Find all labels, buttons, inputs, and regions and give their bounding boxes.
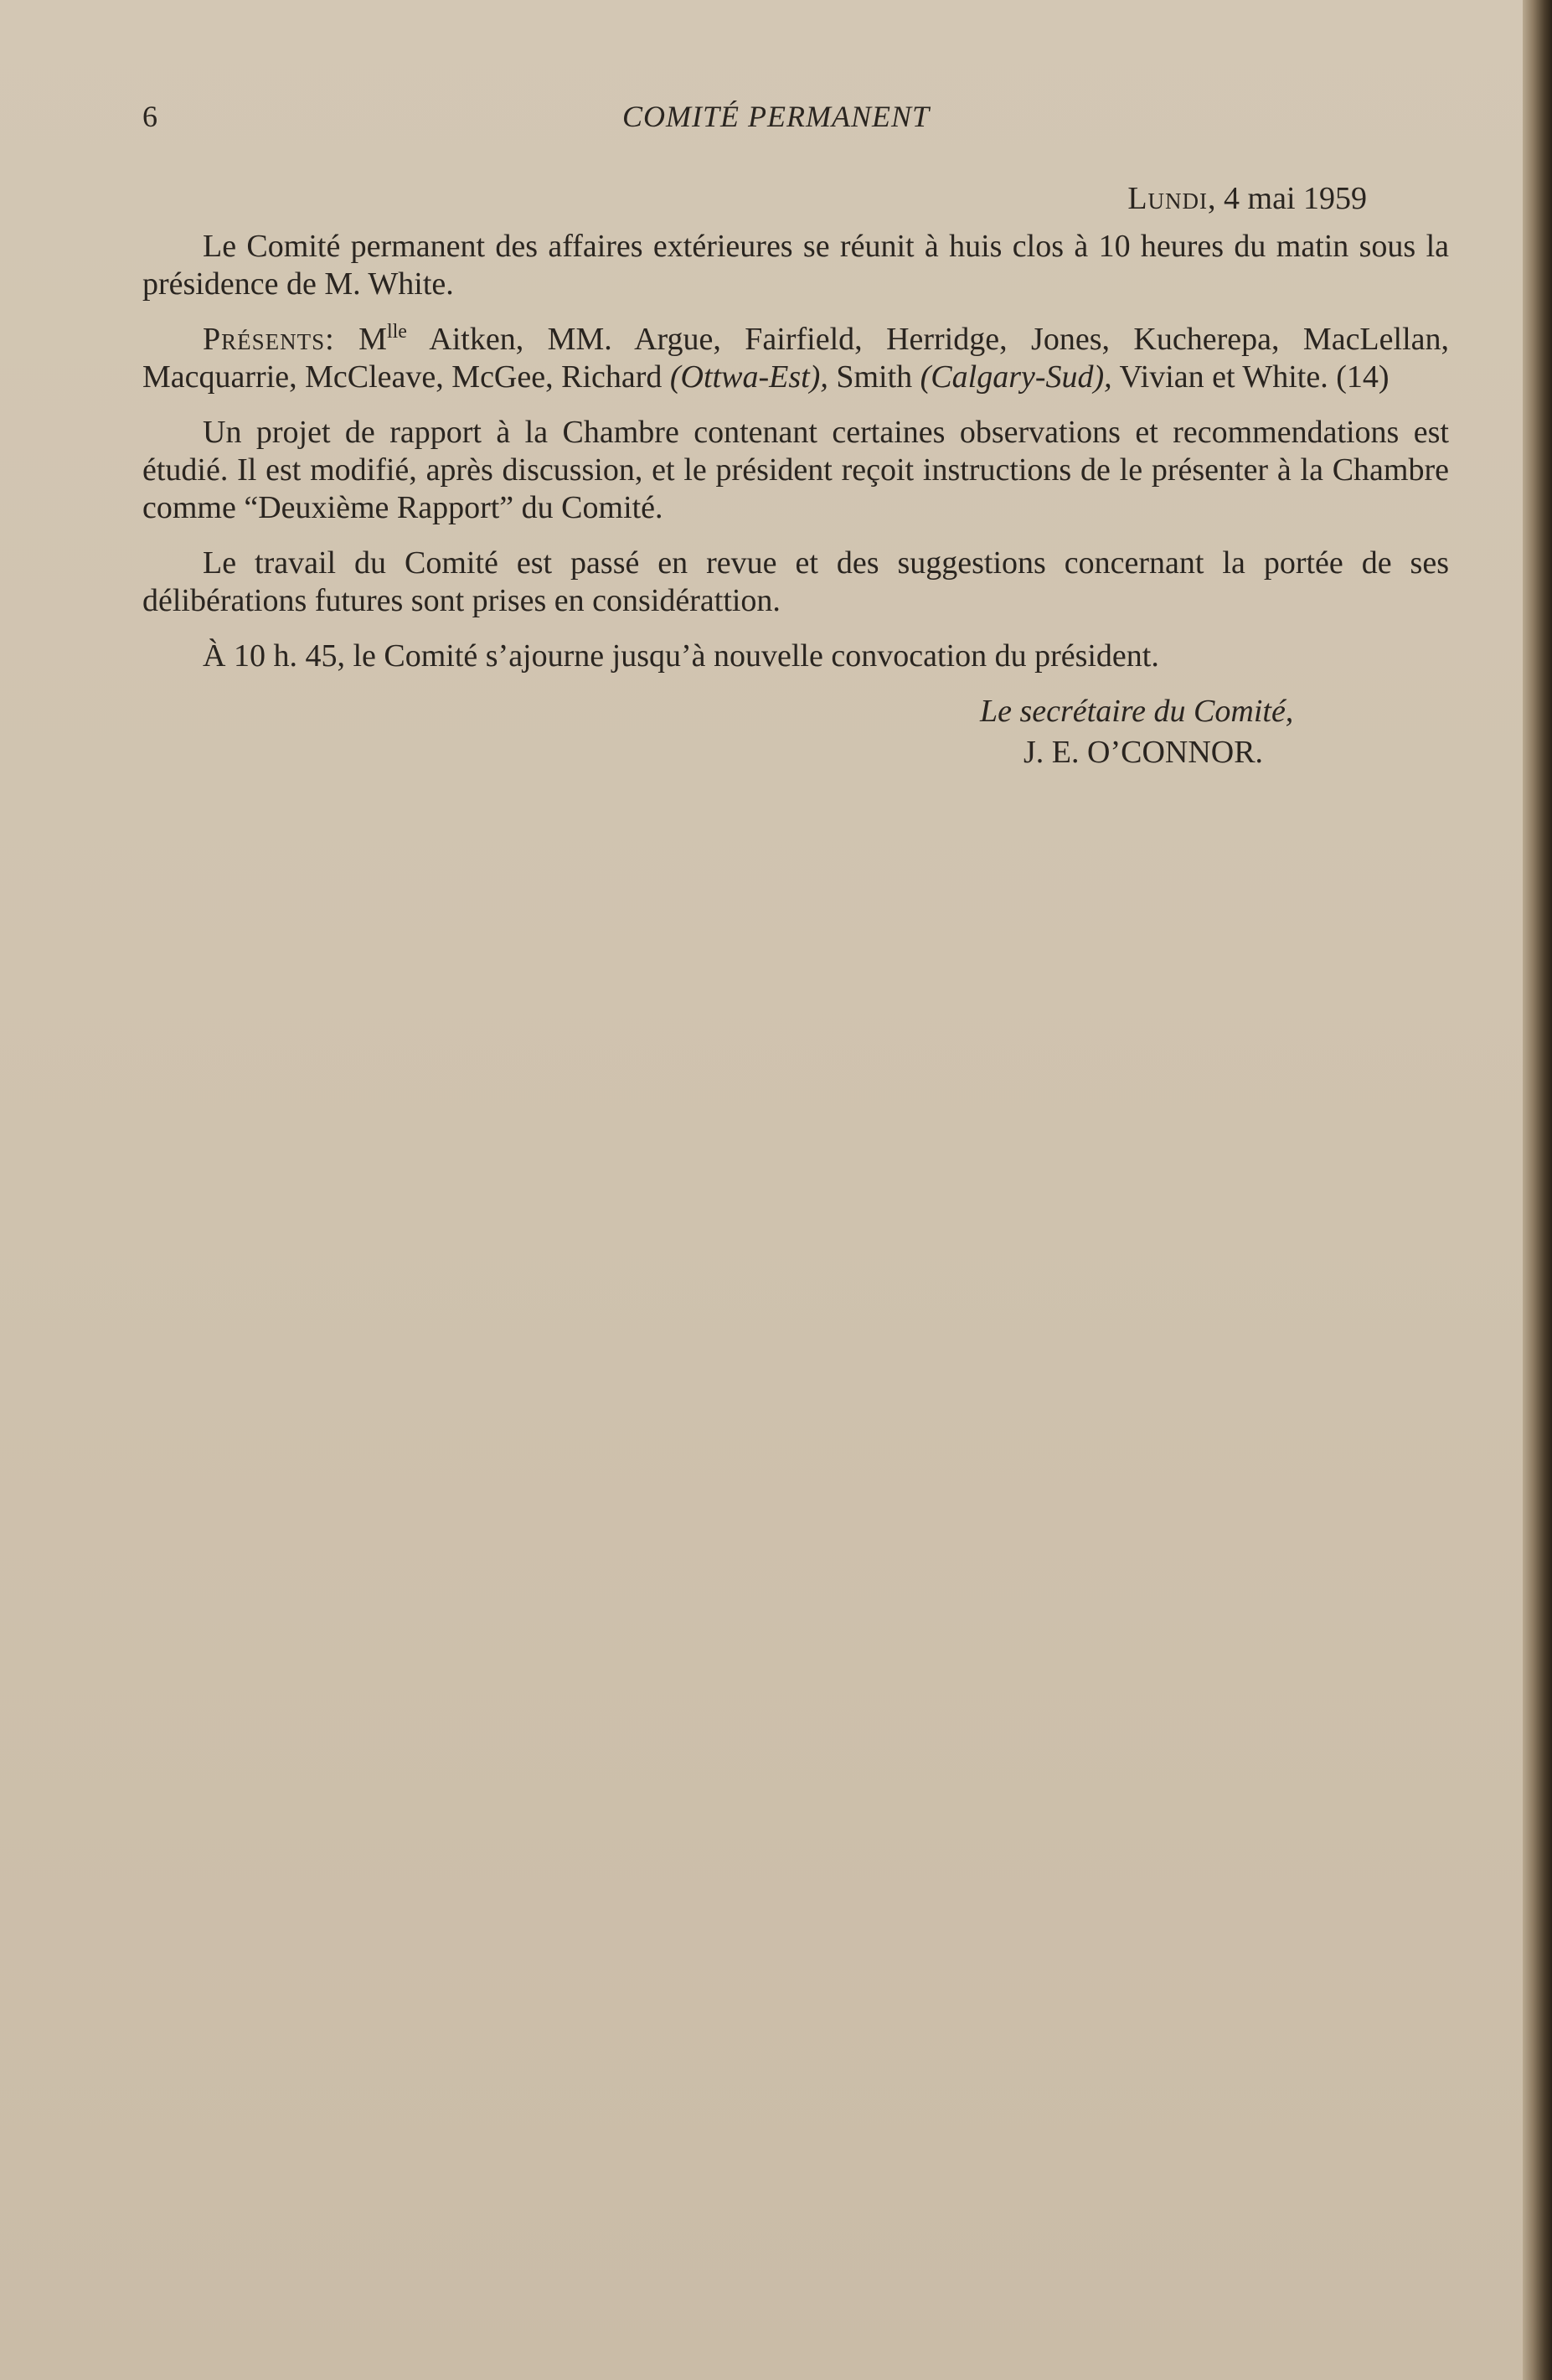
attendance-names-1: Aitken, MM. Argue, Fairfield, Herridge, Jones, Kucherepa, MacLellan, Macquarrie, McCleave, McGee, Richard	[142, 322, 1449, 395]
presents-title-superscript: lle	[386, 321, 407, 343]
attendance-paragraph	[142, 321, 1449, 396]
secretary-name: J. E. O’CONNOR.	[1023, 735, 1264, 770]
signature-block	[142, 693, 1449, 772]
minutes-body	[142, 180, 1449, 772]
opening-paragraph: Le Comité permanent des affaires extérieures se réunit à huis clos à 10 heures du matin sous la présidence de M. White.	[142, 229, 1449, 302]
running-header	[0, 99, 1523, 141]
running-title: COMITÉ PERMANENT	[622, 100, 930, 133]
report-paragraph: Un projet de rapport à la Chambre contenant certaines observations et recommendations est étudié. Il est modifié, après discussion, et le président reçoit instructions de le présenter à la Chambre comme “Deuxième Rapport” du Comité.	[142, 415, 1449, 525]
book-binding-edge	[1523, 0, 1552, 2380]
attendance-names-2: Smith	[828, 359, 920, 395]
adjournment-paragraph: À 10 h. 45, le Comité s’ajourne jusqu’à nouvelle convocation du président.	[203, 638, 1159, 674]
presents-title: M	[358, 322, 387, 357]
page-number: 6	[142, 100, 157, 133]
presents-label: Présents:	[203, 322, 335, 357]
riding-calgary-sud: (Calgary-Sud),	[920, 359, 1112, 395]
riding-ottawa-est: (Ottwa-Est),	[669, 359, 828, 395]
secretary-title: Le secrétaire du Comité,	[980, 694, 1294, 729]
meeting-date	[142, 180, 1449, 218]
meeting-day: Lundi	[1127, 181, 1209, 216]
meeting-date-rest: , 4 mai 1959	[1208, 181, 1367, 216]
attendance-names-3: Vivian et White. (14)	[1111, 359, 1390, 395]
review-paragraph: Le travail du Comité est passé en revue et des suggestions concernant la portée de ses délibérations futures sont prises en considérattion.	[142, 545, 1449, 618]
